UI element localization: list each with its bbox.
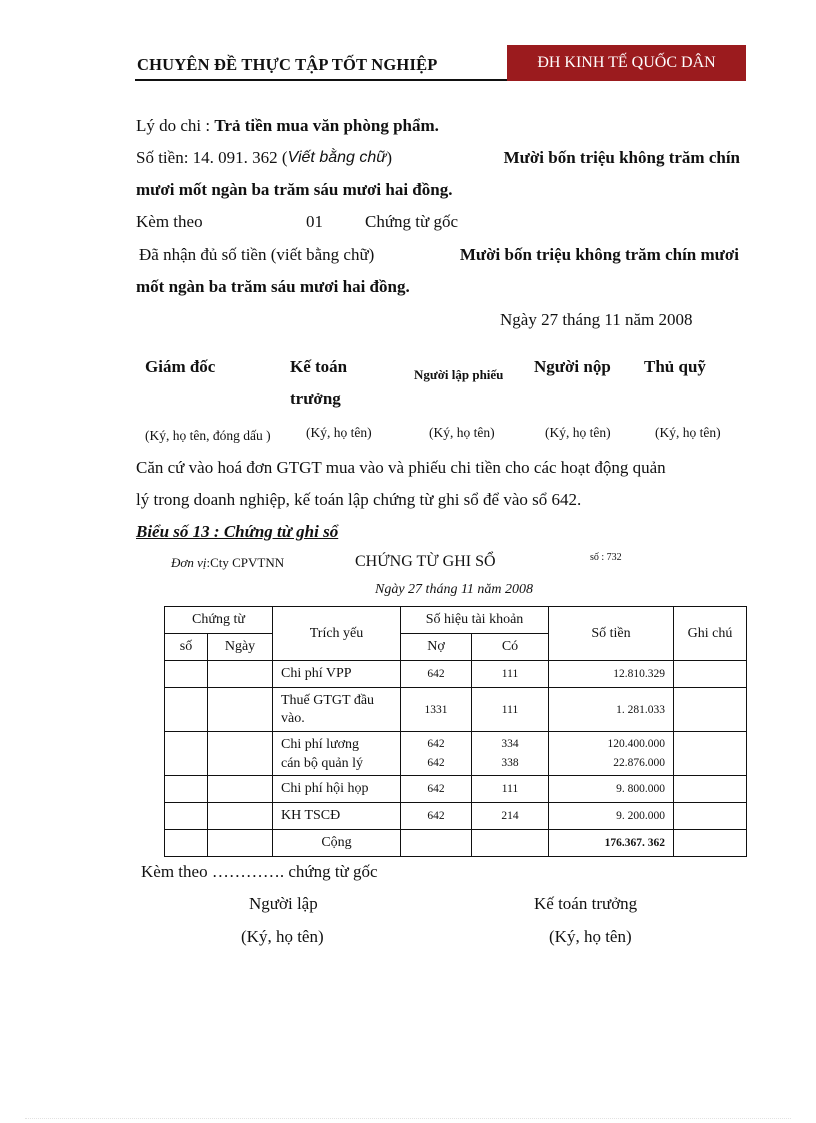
cell-debit: 642 [401, 661, 472, 688]
cell-day [208, 732, 273, 776]
table-total-row [165, 830, 747, 857]
ledger-unit-label: Đơn vị [171, 555, 207, 570]
amount-label: Số tiền: 14. 091. 362 ( [136, 148, 288, 167]
reason-line [136, 116, 439, 136]
cell-no [165, 688, 208, 732]
cell-no [165, 661, 208, 688]
cell-credit-line1: 334 [501, 737, 519, 750]
sig-payer-note: (Ký, họ tên) [545, 425, 611, 440]
cell-note [674, 830, 747, 857]
col-header-debit: Nợ [401, 634, 472, 661]
ledger-unit-value: :Cty CPVTNN [206, 555, 285, 570]
attached-doc: Chứng từ gốc [365, 212, 459, 231]
footer-attached: Kèm theo …………. chứng từ gốc [141, 862, 378, 881]
col-header-desc: Trích yếu [273, 607, 401, 661]
total-label: Cộng [273, 830, 401, 857]
col-header-note: Ghi chú [674, 607, 747, 661]
cell-credit: 214 [472, 803, 549, 830]
cell-amount: 9. 200.000 [549, 803, 674, 830]
cell-desc [273, 732, 401, 776]
total-amount: 176.367. 362 [549, 830, 674, 857]
cell-amount-line1: 120.400.000 [607, 737, 665, 750]
cell-amount-line2: 22.876.000 [613, 756, 665, 769]
cell-debit: 642 [401, 776, 472, 803]
cell-debit [401, 830, 472, 857]
col-header-amount: Số tiền [549, 607, 674, 661]
received-line [139, 245, 739, 265]
cell-debit: 642 [401, 803, 472, 830]
sig-payer-title: Người nộp [534, 357, 611, 376]
amount-words-line1: Mười bốn triệu không trăm chín [503, 148, 740, 167]
table-row [165, 661, 747, 688]
cell-desc-line1: Thuế GTGT đầu [281, 692, 375, 708]
cell-credit: 111 [472, 776, 549, 803]
cell-no [165, 776, 208, 803]
table-row [165, 732, 747, 776]
cell-day [208, 830, 273, 857]
table-row [165, 803, 747, 830]
sig-preparer-note: (Ký, họ tên) [429, 425, 495, 440]
cell-day [208, 803, 273, 830]
cell-desc-line2: cán bộ quản lý [281, 755, 364, 771]
sig-cashier-title: Thủ quỹ [644, 357, 706, 376]
body-text-line2: lý trong doanh nghiệp, kế toán lập chứng từ ghi sổ để vào sổ 642. [136, 490, 582, 509]
header-right-title: ĐH KINH TẾ QUỐC DÂN [537, 54, 716, 71]
cell-credit-line2: 338 [501, 756, 519, 769]
received-words-line2: mốt ngàn ba trăm sáu mươi hai đồng. [136, 277, 410, 296]
col-header-voucher: Chứng từ [165, 607, 273, 634]
ledger-table [164, 606, 747, 857]
footer-preparer: Người lập [249, 894, 318, 913]
sig-chief-title-l1: Kế toán [290, 357, 348, 376]
cell-credit: 111 [472, 661, 549, 688]
footer-chief-note: (Ký, họ tên) [549, 927, 632, 946]
amount-close: ) [386, 148, 393, 167]
cell-note [674, 732, 747, 776]
ledger-unit [171, 555, 284, 571]
cell-day [208, 776, 273, 803]
cell-note [674, 688, 747, 732]
cell-debit-line2: 642 [427, 756, 445, 769]
cell-amount [549, 732, 674, 776]
cell-desc [273, 688, 401, 732]
cell-debit-line1: 642 [427, 737, 445, 750]
received-label: Đã nhận đủ số tiền (viết bằng chữ) [139, 245, 375, 264]
ledger-title: CHỨNG TỪ GHI SỔ [355, 553, 496, 570]
attached-count: 01 [306, 212, 323, 231]
cell-no [165, 803, 208, 830]
header-underline [135, 79, 507, 81]
body-text-line1: Căn cứ vào hoá đơn GTGT mua vào và phiếu chi tiền cho các hoạt động quản [136, 458, 666, 477]
footer-chief-accountant: Kế toán trưởng [534, 894, 638, 913]
received-words-line1: Mười bốn triệu không trăm chín mươi [459, 245, 739, 264]
sig-preparer-title: Người lập phiếu [414, 367, 504, 382]
cell-credit: 111 [472, 688, 549, 732]
sig-director-note: (Ký, họ tên, đóng dấu ) [145, 428, 271, 443]
sig-cashier-note: (Ký, họ tên) [655, 425, 721, 440]
cell-debit: 1331 [401, 688, 472, 732]
ledger-date: Ngày 27 tháng 11 năm 2008 [375, 582, 534, 597]
sig-chief-title-l2: trưởng [290, 389, 341, 408]
cell-no [165, 830, 208, 857]
cell-amount: 1. 281.033 [549, 688, 674, 732]
sig-director-title: Giám đốc [145, 357, 216, 376]
cell-note [674, 776, 747, 803]
cell-note [674, 803, 747, 830]
header-left-title: CHUYÊN ĐỀ THỰC TẬP TỐT NGHIỆP [137, 55, 438, 74]
cell-desc-line1: Chi phí lương [281, 736, 359, 752]
cell-no [165, 732, 208, 776]
cell-note [674, 661, 747, 688]
col-header-credit: Có [472, 634, 549, 661]
cell-desc: Chi phí VPP [273, 661, 401, 688]
amount-words-label: Viết bằng chữ [287, 149, 387, 166]
cell-desc: Chi phí hội họp [273, 776, 401, 803]
sig-chief-note: (Ký, họ tên) [306, 425, 372, 440]
reason-label: Lý do chi : [136, 116, 211, 135]
cell-day [208, 661, 273, 688]
page-bottom-border [25, 1118, 791, 1119]
ledger-number: số : 732 [590, 552, 622, 563]
header-right-badge [507, 45, 746, 81]
col-header-day: Ngày [208, 634, 273, 661]
cell-day [208, 688, 273, 732]
cell-amount: 9. 800.000 [549, 776, 674, 803]
voucher-date: Ngày 27 tháng 11 năm 2008 [500, 310, 693, 329]
cell-desc-line2: vào. [281, 710, 305, 726]
cell-desc: KH TSCĐ [273, 803, 401, 830]
table-row [165, 688, 747, 732]
amount-words-line2: mươi mốt ngàn ba trăm sáu mươi hai đồng. [136, 180, 453, 199]
cell-credit [472, 830, 549, 857]
table-row [165, 776, 747, 803]
cell-amount: 12.810.329 [549, 661, 674, 688]
col-header-account: Số hiệu tài khoản [401, 607, 549, 634]
cell-debit [401, 732, 472, 776]
col-header-no: số [165, 634, 208, 661]
cell-credit [472, 732, 549, 776]
reason-value: Trả tiền mua văn phòng phẩm. [214, 116, 439, 135]
footer-preparer-note: (Ký, họ tên) [241, 927, 324, 946]
exhibit-caption: Biểu số 13 : Chứng từ ghi sổ [136, 522, 339, 541]
amount-line [136, 148, 740, 168]
attached-label: Kèm theo [136, 212, 203, 231]
